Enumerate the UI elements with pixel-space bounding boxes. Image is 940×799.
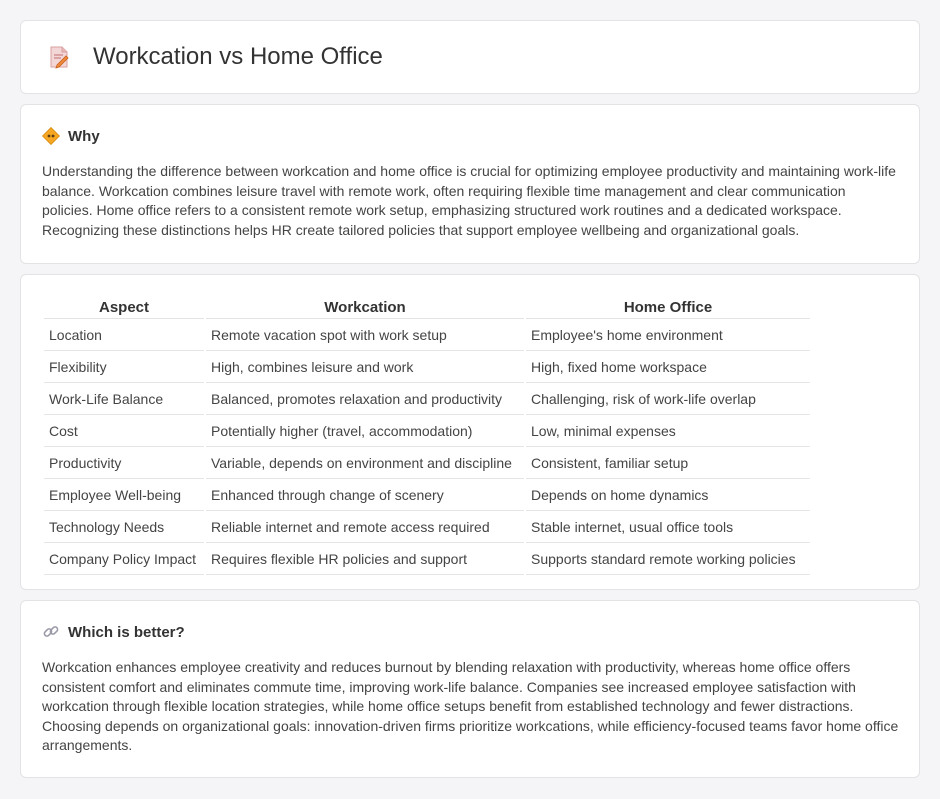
cell-workcation: Requires flexible HR policies and support (206, 545, 524, 575)
header-card (20, 20, 920, 94)
better-heading (42, 623, 899, 641)
cell-aspect: Flexibility (44, 353, 204, 383)
cell-home-office: Consistent, familiar setup (526, 449, 810, 479)
table-row (44, 353, 810, 383)
comparison-table (42, 293, 812, 577)
cell-home-office: Stable internet, usual office tools (526, 513, 810, 543)
header-home-office: Home Office (526, 295, 810, 319)
cell-aspect: Location (44, 321, 204, 351)
cell-workcation: Reliable internet and remote access required (206, 513, 524, 543)
cell-workcation: Variable, depends on environment and discipline (206, 449, 524, 479)
cell-workcation: Remote vacation spot with work setup (206, 321, 524, 351)
which-is-better-section (20, 600, 920, 778)
table-row (44, 385, 810, 415)
table-row (44, 417, 810, 447)
cell-home-office: Employee's home environment (526, 321, 810, 351)
better-title: Which is better? (68, 623, 185, 641)
cell-workcation: Enhanced through change of scenery (206, 481, 524, 511)
table-row (44, 545, 810, 575)
cell-aspect: Employee Well-being (44, 481, 204, 511)
cell-workcation: Potentially higher (travel, accommodation) (206, 417, 524, 447)
table-row (44, 481, 810, 511)
cell-workcation: Balanced, promotes relaxation and productivity (206, 385, 524, 415)
cell-home-office: High, fixed home workspace (526, 353, 810, 383)
better-text: Workcation enhances employee creativity and reduces burnout by blending relaxation with productivity, whereas home office offers consistent comfort and eliminates commute time, improving work-life balance. Companies see increased employee satisfaction with workcation through flexible location strategies, while home office setups benefit from established technology and fewer distractions. Choosing depends on organizational goals: innovation-driven firms prioritize workcations, while efficiency-focused teams favor home office arrangements. (42, 659, 899, 753)
why-heading (42, 127, 899, 145)
table-row (44, 321, 810, 351)
why-text: Understanding the difference between workcation and home office is crucial for optimizing employee productivity and maintaining work-life balance. Workcation combines leisure travel with remote work, often requiring flexible time management and clear communication policies. Home office refers to a consistent remote work setup, emphasizing structured work routines and a dedicated workspace. Recognizing these distinctions helps HR create tailored policies that support employee wellbeing and organizational goals. (42, 163, 896, 238)
cell-aspect: Technology Needs (44, 513, 204, 543)
diamond-warning-icon (42, 127, 60, 145)
cell-aspect: Cost (44, 417, 204, 447)
why-title: Why (68, 127, 100, 145)
cell-aspect: Productivity (44, 449, 204, 479)
cell-aspect: Work-Life Balance (44, 385, 204, 415)
cell-home-office: Depends on home dynamics (526, 481, 810, 511)
cell-home-office: Supports standard remote working policies (526, 545, 810, 575)
document-pencil-icon (47, 45, 71, 69)
link-icon (42, 623, 60, 641)
cell-workcation: High, combines leisure and work (206, 353, 524, 383)
header-workcation: Workcation (206, 295, 524, 319)
table-header-row (44, 295, 810, 319)
comparison-table-card (20, 274, 920, 590)
table-row (44, 513, 810, 543)
cell-home-office: Challenging, risk of work-life overlap (526, 385, 810, 415)
table-row (44, 449, 810, 479)
header-aspect: Aspect (44, 295, 204, 319)
cell-aspect: Company Policy Impact (44, 545, 204, 575)
cell-home-office: Low, minimal expenses (526, 417, 810, 447)
page-title: Workcation vs Home Office (93, 43, 383, 70)
why-section (20, 104, 920, 264)
